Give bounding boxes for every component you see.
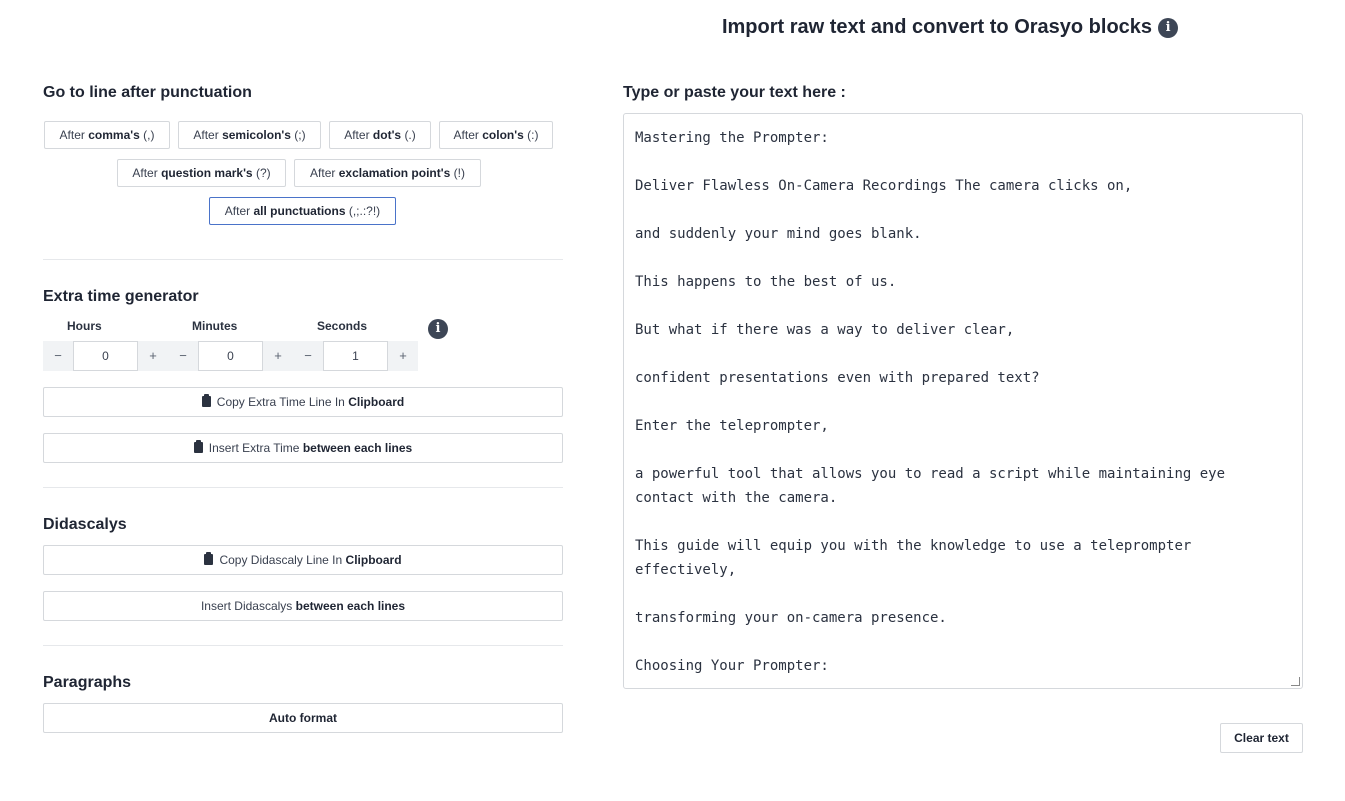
editor-line: Deliver Flawless On-Camera Recordings The camera clicks on,	[635, 178, 1133, 194]
after-dot-button[interactable]	[329, 121, 431, 149]
after-question-mark-button[interactable]	[117, 159, 286, 187]
btn-bold: Clipboard	[348, 395, 405, 409]
btn-bold: exclamation point's	[338, 166, 451, 180]
resize-handle[interactable]	[1291, 677, 1300, 686]
btn-prefix: Insert Didascalys	[200, 599, 293, 613]
editor-line	[635, 198, 1291, 222]
editor-line: This happens to the best of us.	[635, 274, 897, 290]
extra-time-info-icon[interactable]: i	[428, 319, 448, 339]
btn-suffix: (!)	[453, 166, 465, 180]
editor-line: Mastering the Prompter:	[635, 130, 829, 146]
paragraphs-heading: Paragraphs	[43, 674, 132, 691]
btn-bold: dot's	[372, 128, 402, 142]
btn-suffix: (,)	[143, 128, 155, 142]
editor-line: confident presentations even with prepared text?	[635, 370, 1040, 386]
btn-prefix: After	[224, 204, 251, 218]
btn-suffix: (.)	[404, 128, 416, 142]
info-icon[interactable]: i	[1158, 18, 1178, 38]
minutes-input[interactable]: 0	[198, 341, 263, 371]
editor-label: Type or paste your text here :	[623, 84, 846, 101]
editor-line: transforming your on-camera presence.	[635, 610, 947, 626]
seconds-stepper	[293, 341, 418, 371]
hours-decrement-button[interactable]: −	[54, 348, 62, 363]
auto-format-button[interactable]	[43, 703, 563, 733]
btn-prefix: Copy Didascaly Line In	[219, 553, 343, 567]
after-semicolon-button[interactable]	[178, 121, 321, 149]
clipboard-icon	[204, 554, 213, 565]
btn-bold: between each lines	[295, 599, 406, 613]
copy-extra-time-button[interactable]	[43, 387, 563, 417]
editor-line: But what if there was a way to deliver clear,	[635, 322, 1015, 338]
btn-suffix: (,;.:?!)	[348, 204, 381, 218]
editor-line: Choosing Your Prompter:	[635, 658, 829, 674]
after-exclamation-point-button[interactable]	[294, 159, 481, 187]
seconds-increment-button[interactable]: +	[399, 348, 407, 363]
btn-suffix: (:)	[527, 128, 539, 142]
editor-line	[635, 630, 1291, 654]
btn-prefix: Insert Extra Time	[208, 441, 300, 455]
seconds-input[interactable]: 1	[323, 341, 388, 371]
editor-line: This guide will equip you with the knowledge to use a teleprompter effectively,	[635, 538, 1200, 578]
insert-didascalys-button[interactable]	[43, 591, 563, 621]
editor-line: a powerful tool that allows you to read a script while maintaining eye contact with the camera.	[635, 466, 1234, 506]
after-colon-button[interactable]	[439, 121, 553, 149]
editor-line	[635, 510, 1291, 534]
after-all-punctuations-button[interactable]	[209, 197, 396, 225]
btn-prefix: Copy Extra Time Line In	[216, 395, 345, 409]
btn-bold: all punctuations	[253, 204, 346, 218]
editor-line	[635, 582, 1291, 606]
hours-increment-button[interactable]: +	[149, 348, 157, 363]
btn-bold: between each lines	[302, 441, 413, 455]
editor-line	[635, 246, 1291, 270]
hours-label: Hours	[67, 319, 102, 333]
minutes-increment-button[interactable]: +	[274, 348, 282, 363]
btn-bold: comma's	[88, 128, 140, 142]
clear-text-button[interactable]: Clear text	[1220, 723, 1303, 753]
editor-line	[635, 294, 1291, 318]
btn-bold: Clipboard	[345, 553, 402, 567]
btn-prefix: After	[310, 166, 336, 180]
punctuation-heading: Go to line after punctuation	[43, 84, 252, 101]
hours-input[interactable]: 0	[73, 341, 138, 371]
editor-line: and suddenly your mind goes blank.	[635, 226, 922, 242]
btn-prefix: After	[453, 128, 479, 142]
minutes-stepper	[168, 341, 293, 371]
page-title	[620, 16, 1280, 39]
btn-bold: question mark's	[161, 166, 253, 180]
clipboard-icon	[194, 442, 203, 453]
divider	[43, 645, 563, 646]
didascalys-heading: Didascalys	[43, 516, 127, 533]
copy-didascaly-button[interactable]	[43, 545, 563, 575]
extra-time-heading: Extra time generator	[43, 288, 199, 305]
editor-line: Enter the teleprompter,	[635, 418, 829, 434]
btn-suffix: (?)	[255, 166, 271, 180]
btn-prefix: After	[344, 128, 370, 142]
seconds-label: Seconds	[317, 319, 368, 333]
btn-bold: colon's	[482, 128, 524, 142]
btn-prefix: After	[59, 128, 85, 142]
divider	[43, 259, 563, 260]
insert-extra-time-button[interactable]	[43, 433, 563, 463]
editor-line	[635, 438, 1291, 462]
clipboard-icon	[202, 396, 211, 407]
btn-bold: Auto format	[269, 711, 337, 725]
hours-stepper	[43, 341, 168, 371]
editor-line	[635, 150, 1291, 174]
text-editor[interactable]	[623, 113, 1303, 689]
page-title-text: Import raw text and convert to Orasyo blocks	[721, 16, 1153, 38]
minutes-decrement-button[interactable]: −	[179, 348, 187, 363]
seconds-decrement-button[interactable]: −	[304, 348, 312, 363]
minutes-label: Minutes	[192, 319, 238, 333]
btn-bold: semicolon's	[222, 128, 291, 142]
divider	[43, 487, 563, 488]
after-comma-button[interactable]	[44, 121, 170, 149]
editor-line	[635, 390, 1291, 414]
editor-line	[635, 342, 1291, 366]
btn-prefix: After	[193, 128, 219, 142]
btn-suffix: (;)	[294, 128, 306, 142]
btn-prefix: After	[132, 166, 158, 180]
